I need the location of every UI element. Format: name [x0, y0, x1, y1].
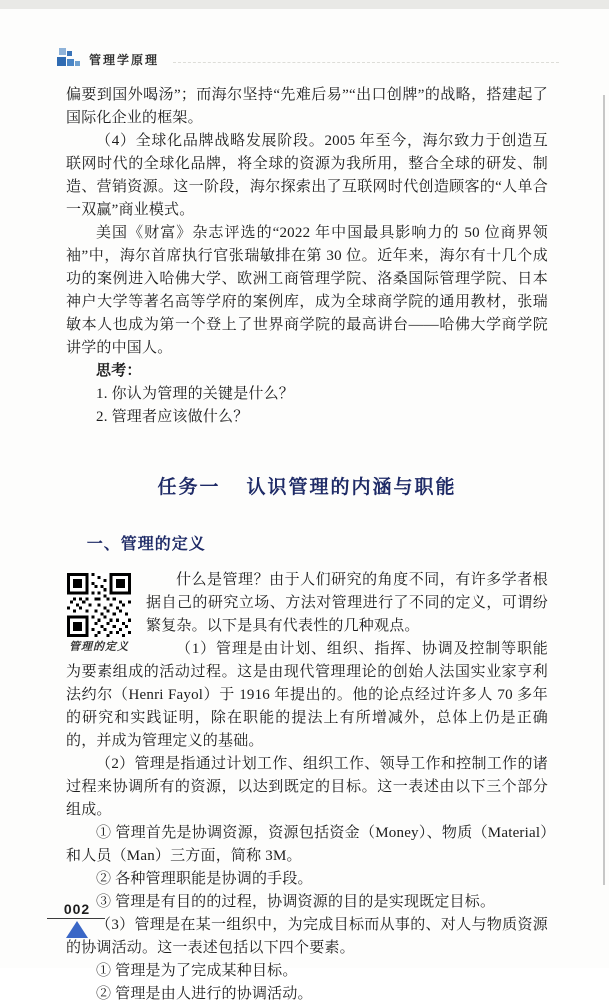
task-title — [66, 476, 548, 499]
definition-2-item-3: ③ 管理是有目的的过程，协调资源的目的是实现既定目标。 — [96, 894, 496, 910]
definition-2: （2）管理是指通过计划工作、组织工作、领导工作和控制工作的诸过程来协调所有的资源，以达到既定的目标。这一表述由以下三个部分组成。 — [66, 756, 548, 818]
qr-caption: 管理的定义 — [69, 641, 129, 653]
section-heading: 一、管理的定义 — [86, 536, 206, 553]
page-content — [66, 84, 548, 1006]
definition-3: （3）管理是在某一组织中，为完成目标而从事的、对人与物质资源的协调活动。这一表述包括以下四个要素。 — [66, 917, 548, 956]
book-title: 管理学原理 — [89, 52, 160, 67]
header-rule — [173, 62, 559, 63]
definition-3-item-1: ① 管理是为了完成某种目标。 — [96, 963, 298, 979]
task-title-prefix: 任务一 — [157, 477, 221, 498]
definition-2-item-1: ① 管理首先是协调资源，资源包括资金（Money）、物质（Material）和人员（Man）三方面，简称 3M。 — [66, 825, 548, 864]
paragraph-continuation: 偏要到国外喝汤”；而海尔坚持“先难后易”“出口创牌”的战略，搭建起了国际化企业的框架。 — [66, 87, 548, 126]
paragraph-stage4: （4）全球化品牌战略发展阶段。2005 年至今，海尔致力于创造互联网时代的全球化品牌，将全球的资源为我所用，整合全球的研发、制造、营销资源。这一阶段，海尔探索出了互联网时代创造顾客的“人单合一双赢”商业模式。 — [66, 133, 548, 218]
footer-triangle-icon — [66, 921, 88, 938]
publisher-squares-icon — [57, 48, 81, 70]
definition-intro: 什么是管理？由于人们研究的角度不同，有许多学者根据自己的研究立场、方法对管理进行了不同的定义，可谓纷繁复杂。以下是具有代表性的几种观点。 — [146, 572, 548, 634]
page-footer — [47, 901, 107, 938]
scan-edge-top — [0, 0, 609, 9]
thinking-question-1: 1. 你认为管理的关键是什么？ — [96, 386, 295, 402]
page-number: 002 — [63, 901, 91, 917]
page-header — [57, 48, 559, 70]
qr-block — [66, 573, 132, 654]
definition-1: （1）管理是由计划、组织、指挥、协调及控制等职能为要素组成的活动过程。这是由现代管理理论的创始人法国实业家亨利法约尔（Henri Fayol）于 1916 年提出的。他的论点经过许多人 70 多年的研究和实践证明，除在职能的提法上有所增减外，总体上仍是正确的，并成为管理定义的基础。 — [66, 641, 548, 749]
footer-rule — [47, 918, 105, 919]
scan-edge-right — [603, 95, 605, 885]
task-title-main: 认识管理的内涵与职能 — [246, 477, 457, 498]
definition-3-item-2: ② 管理是由人进行的协调活动。 — [96, 986, 313, 1002]
thinking-label: 思考： — [96, 363, 142, 379]
definition-2-item-2: ② 各种管理职能是协调的手段。 — [96, 871, 313, 887]
thinking-question-2: 2. 管理者应该做什么？ — [96, 409, 249, 425]
qr-code — [67, 573, 131, 637]
paragraph-fortune: 美国《财富》杂志评选的“2022 年中国最具影响力的 50 位商界领袖”中，海尔首席执行官张瑞敏排在第 30 位。近年来，海尔有十几个成功的案例进入哈佛大学、欧洲工商管理学院、洛桑国际管理学院、日本神户大学等著名高等学府的案例库，成为全球商学院的通用教材，张瑞敏本人也成为第一个登上了世界商学院的最高讲台——哈佛大学商学院讲学的中国人。 — [66, 225, 548, 356]
